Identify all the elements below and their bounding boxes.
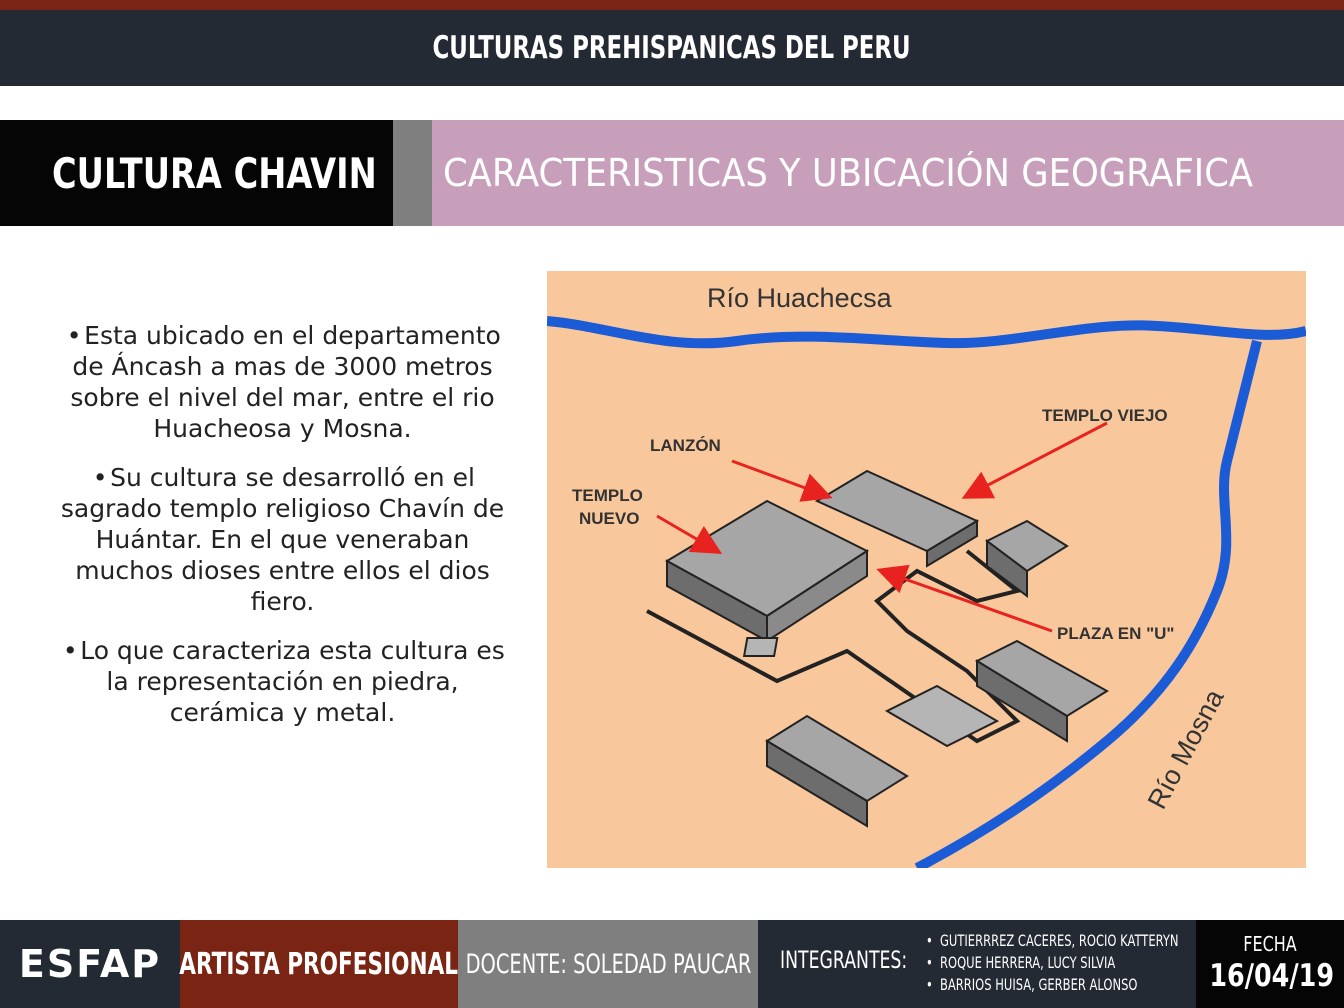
map-illustration xyxy=(547,271,1306,868)
label-templo-nuevo-line2: NUEVO xyxy=(579,509,640,528)
label-templo-nuevo-line1: TEMPLO xyxy=(572,486,643,505)
sunken-plaza xyxy=(887,686,997,746)
section-title-box xyxy=(0,120,393,226)
footer-career: ARTISTA PROFESIONAL xyxy=(179,946,459,982)
section-divider xyxy=(393,120,432,226)
bullet-item xyxy=(60,635,505,728)
river-huachecsa xyxy=(547,321,1306,343)
river-right-label: Río Mosna xyxy=(1141,684,1230,814)
arrow-templo-nuevo xyxy=(657,516,717,551)
footer-career-box xyxy=(180,920,458,1008)
member-item: • GUTIERRREZ CACERES, ROCIO KATTERYN xyxy=(926,930,1179,952)
header-bar xyxy=(0,10,1344,86)
footer-teacher: DOCENTE: SOLEDAD PAUCAR xyxy=(465,948,751,980)
arrow-templo-viejo xyxy=(967,423,1107,496)
member-item: • ROQUE HERRERA, LUCY SILVIA xyxy=(926,952,1179,974)
footer-members-label: INTEGRANTES: xyxy=(780,946,908,974)
footer xyxy=(0,920,1344,1008)
bullet-icon: • xyxy=(62,636,78,665)
footer-members-box xyxy=(758,920,1196,1008)
header-title: CULTURAS PREHISPANICAS DEL PERU xyxy=(432,30,912,66)
member-item: • BARRIOS HUISA, GERBER ALONSO xyxy=(926,974,1179,996)
footer-date-label: FECHA xyxy=(1243,932,1297,956)
bullet-text: Su cultura se desarrolló en el sagrado templo religioso Chavín de Huántar. En el que veneraban muchos dioses entre ellos el dios fiero. xyxy=(60,463,505,616)
label-plaza-u: PLAZA EN "U" xyxy=(1057,624,1175,643)
small-square xyxy=(744,638,777,656)
bullet-icon: • xyxy=(66,321,82,350)
bullet-item xyxy=(60,462,505,617)
footer-date: 16/04/19 xyxy=(1209,958,1335,994)
section-title: CULTURA CHAVIN xyxy=(52,148,377,198)
bullet-text: Lo que caracteriza esta cultura es la representación en piedra, cerámica y metal. xyxy=(80,636,505,727)
section-subtitle-box xyxy=(432,120,1344,226)
footer-school: ESFAP xyxy=(18,942,162,986)
bullet-list xyxy=(60,320,505,746)
bullet-text: Esta ubicado en el departamento de Áncash a mas de 3000 metros sobre el nivel del mar, entre el rio Huacheosa y Mosna. xyxy=(70,321,501,443)
footer-teacher-box xyxy=(458,920,758,1008)
chavin-map xyxy=(547,271,1306,868)
river-top-label: Río Huachecsa xyxy=(707,283,892,313)
footer-school-box xyxy=(0,920,180,1008)
top-accent-bar xyxy=(0,0,1344,10)
label-templo-viejo: TEMPLO VIEJO xyxy=(1042,406,1168,425)
footer-date-box xyxy=(1196,920,1344,1008)
arrow-lanzon xyxy=(732,461,827,496)
bullet-item xyxy=(60,320,505,444)
section-subtitle: CARACTERISTICAS Y UBICACIÓN GEOGRAFICA xyxy=(443,151,1254,195)
label-lanzon: LANZÓN xyxy=(650,436,721,455)
bullet-icon: • xyxy=(92,463,108,492)
